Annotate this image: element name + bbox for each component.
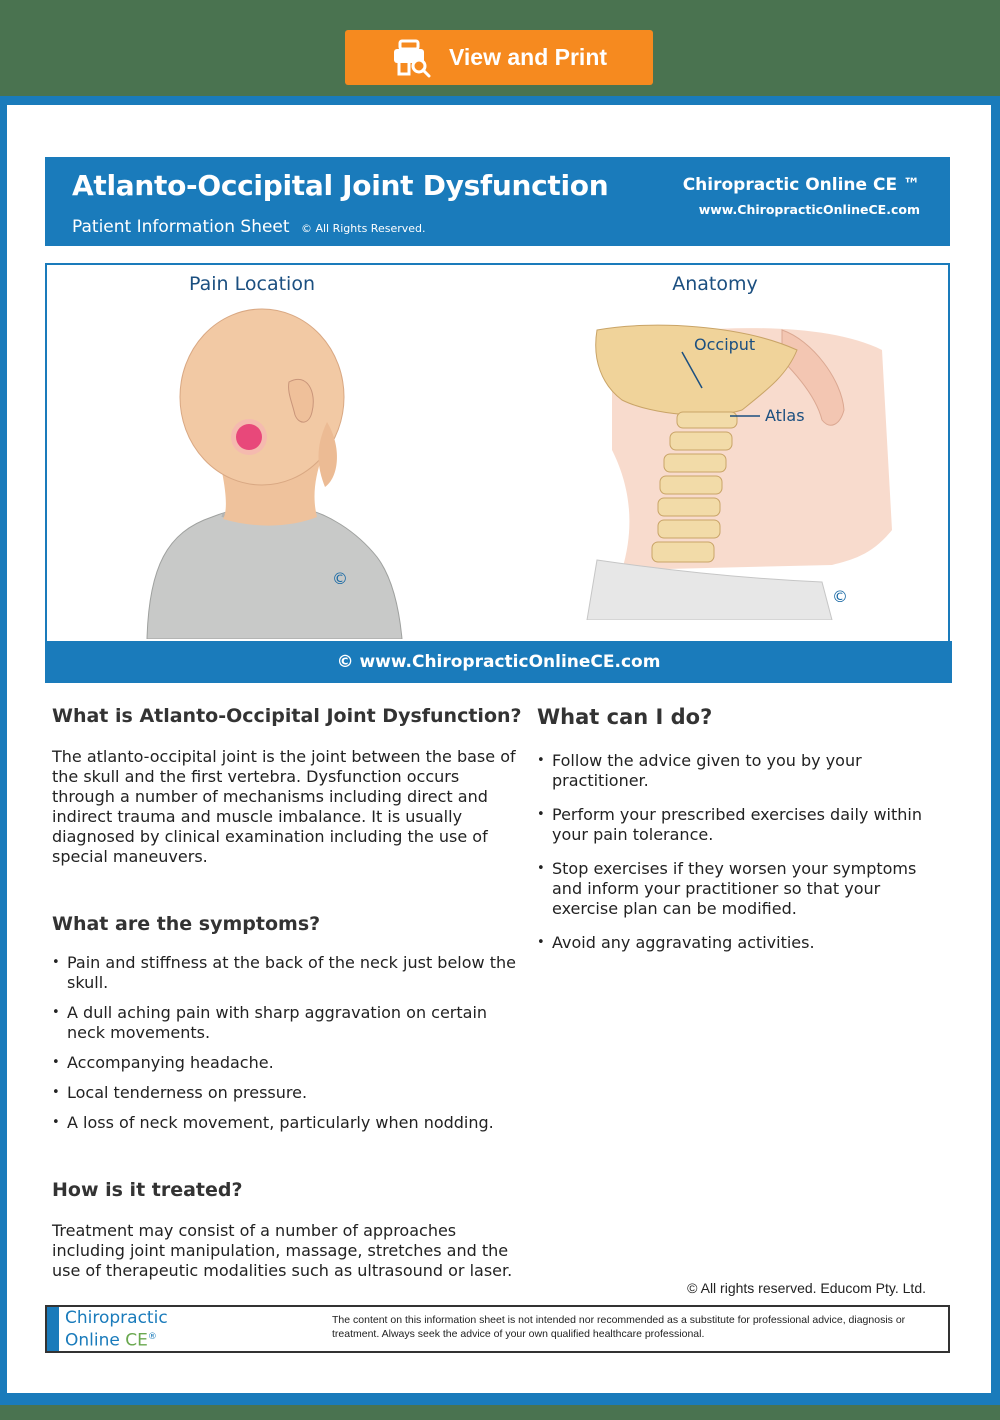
anatomy-illustration [582,320,902,620]
subtitle-rights: © All Rights Reserved. [300,222,426,235]
advice-item: • Follow the advice given to you by your practitioner. [537,751,947,791]
rights-line: © All rights reserved. Educom Pty. Ltd. [687,1280,926,1296]
symptoms-list [52,953,522,1133]
treatment-body: Treatment may consist of a number of approaches including joint manipulation, massage, stretches and the use of therapeutic modalities such as ultrasound or laser. [52,1221,513,1280]
advice-item: • Stop exercises if they worsen your symptoms and inform your practitioner so that your exercise plan can be modified. [537,859,947,919]
symptom-item: • Accompanying headache. [52,1053,522,1073]
info-sheet [7,105,991,1393]
printer-search-icon [391,38,435,78]
footer-logo [65,1309,168,1351]
left-column [52,705,522,1281]
view-and-print-button[interactable] [345,30,653,85]
disclaimer-footer [45,1305,950,1353]
logo-line2 [65,1328,168,1351]
advice-item: • Avoid any aggravating activities. [537,933,947,953]
sheet-frame [0,96,1000,1405]
illustration-panel [45,263,950,683]
logo-reg: ® [147,1332,157,1342]
symptom-item: • Pain and stiffness at the back of the neck just below the skull. [52,953,522,993]
copyright-mark: © [832,587,848,606]
what-can-i-do-heading: What can I do? [537,705,713,729]
pain-location-title: Pain Location [189,273,315,295]
copyright-mark: © [332,569,348,588]
page-subtitle [72,217,426,237]
symptoms-heading: What are the symptoms? [52,913,321,935]
disclaimer-text: The content on this information sheet is not intended nor recommended as a substitute for professional advice, diagnosis or treatment. Always seek the advice of your own qualified healthcare professional. [332,1314,906,1340]
right-column [537,705,947,953]
brand-name: Chiropractic Online CE ™ [682,175,920,195]
view-and-print-label: View and Print [448,44,608,70]
logo-ce: CE [125,1330,148,1351]
header-banner [45,157,950,246]
logo-online: Online [65,1330,120,1351]
spine-logo-icon [47,1307,59,1351]
occiput-label: Occiput [694,335,756,354]
anatomy-title: Anatomy [672,273,758,295]
what-is-body: The atlanto-occipital joint is the joint between the base of the skull and the first vertebra. Dysfunction occurs through a number of mechanisms including direct and indirect trauma and muscle imbalance. It is usually diagnosed by clinical examination including the use of special maneuvers. [52,747,516,866]
symptom-item: • A loss of neck movement, particularly when nodding. [52,1113,522,1133]
logo-line1: Chiropractic [65,1308,168,1328]
symptom-item: • A dull aching pain with sharp aggravation on certain neck movements. [52,1003,522,1043]
what-is-heading: What is Atlanto-Occipital Joint Dysfunction? [52,705,522,727]
panel-footer-url: © www.ChiropracticOnlineCE.com [45,641,952,683]
pain-location-illustration [127,307,427,639]
advice-item: • Perform your prescribed exercises daily within your pain tolerance. [537,805,947,845]
atlas-label: Atlas [765,406,805,425]
page-title: Atlanto-Occipital Joint Dysfunction [72,169,609,202]
brand-url: www.ChiropracticOnlineCE.com [698,202,920,217]
advice-list [537,751,947,953]
subtitle-text: Patient Information Sheet [72,217,290,237]
symptom-item: • Local tenderness on pressure. [52,1083,522,1103]
treatment-heading: How is it treated? [52,1179,243,1201]
